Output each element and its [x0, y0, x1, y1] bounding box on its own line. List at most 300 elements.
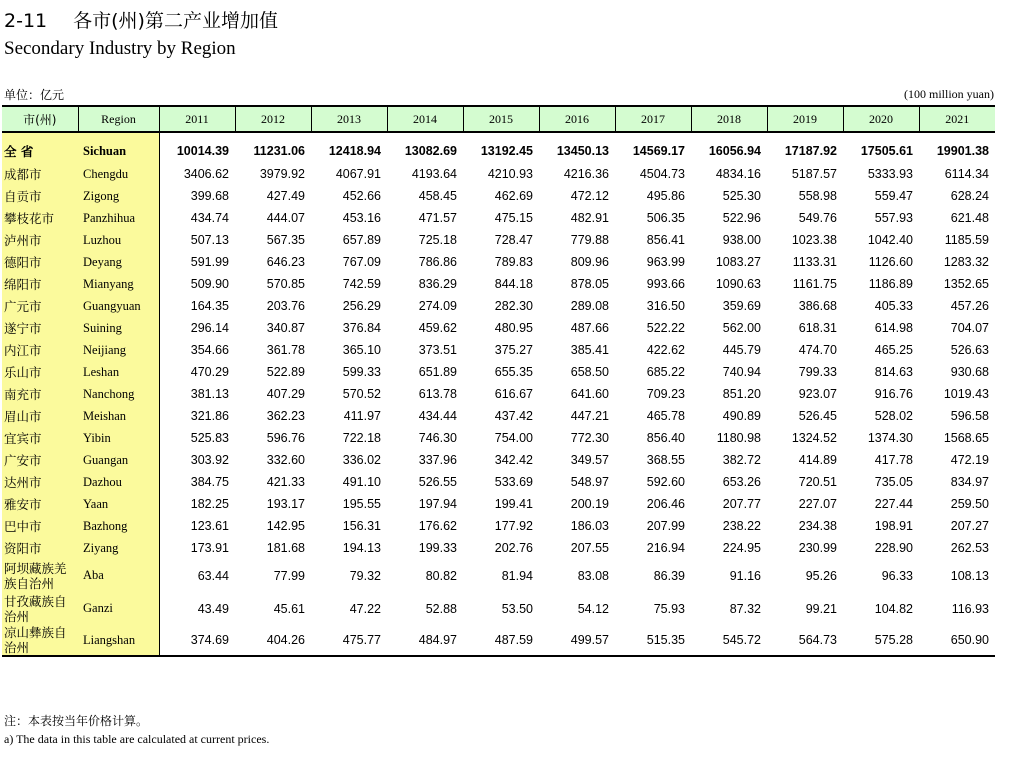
value-cell: 142.95 — [266, 519, 305, 533]
value-cell: 916.76 — [874, 387, 913, 401]
value-cell: 259.50 — [950, 497, 989, 511]
value-cell: 83.08 — [577, 568, 609, 583]
value-cell: 616.67 — [494, 387, 533, 401]
spacer-row — [2, 132, 995, 139]
value-cell: 53.50 — [501, 601, 533, 616]
value-cell: 480.95 — [494, 321, 533, 335]
region-name-zh: 巴中市 — [2, 515, 78, 537]
value-cell: 316.50 — [646, 299, 685, 313]
value-cell: 522.22 — [646, 321, 685, 335]
value-cell: 197.94 — [418, 497, 457, 511]
value-cell: 746.30 — [418, 431, 457, 445]
table-row — [2, 471, 995, 493]
value-cell: 1185.59 — [944, 233, 989, 247]
value-cell: 262.53 — [950, 541, 989, 555]
header-year: 2016 — [539, 106, 615, 132]
value-cell: 194.13 — [342, 541, 381, 555]
value-cell: 164.35 — [190, 299, 229, 313]
value-cell: 559.47 — [874, 189, 913, 203]
region-name-en: Meishan — [78, 405, 159, 427]
value-cell: 354.66 — [190, 343, 229, 357]
table-row — [2, 163, 995, 185]
header-year: 2012 — [235, 106, 311, 132]
value-cell: 618.31 — [798, 321, 837, 335]
region-name-zh: 资阳市 — [2, 537, 78, 559]
value-cell: 596.76 — [266, 431, 305, 445]
value-cell: 3406.62 — [183, 167, 229, 181]
table-row — [2, 339, 995, 361]
value-cell: 337.96 — [418, 453, 457, 467]
value-cell: 728.47 — [494, 233, 533, 247]
value-cell: 95.26 — [805, 568, 837, 583]
value-cell: 562.00 — [722, 321, 761, 335]
header-year: 2014 — [387, 106, 463, 132]
value-cell: 445.79 — [722, 343, 761, 357]
value-cell: 382.72 — [722, 453, 761, 467]
value-cell: 384.75 — [190, 475, 229, 489]
value-cell: 362.23 — [266, 409, 305, 423]
value-cell: 381.13 — [190, 387, 229, 401]
value-cell: 1083.27 — [715, 255, 761, 269]
total-row — [2, 139, 995, 163]
table-row — [2, 207, 995, 229]
note-english: a) The data in this table are calculated at current prices. — [4, 732, 270, 746]
value-cell: 11231.06 — [253, 144, 305, 158]
value-cell: 779.88 — [570, 233, 609, 247]
value-cell: 1283.32 — [943, 255, 989, 269]
value-cell: 199.33 — [418, 541, 457, 555]
value-cell: 198.91 — [874, 519, 913, 533]
value-cell: 77.99 — [273, 568, 305, 583]
value-cell: 1352.65 — [943, 277, 989, 291]
value-cell: 359.69 — [722, 299, 761, 313]
value-cell: 303.92 — [190, 453, 229, 467]
value-cell: 444.07 — [266, 211, 305, 225]
value-cell: 202.76 — [494, 541, 533, 555]
value-cell: 422.62 — [646, 343, 685, 357]
header-row — [2, 106, 995, 132]
value-cell: 207.27 — [950, 519, 989, 533]
value-cell: 558.98 — [798, 189, 837, 203]
value-cell: 4504.73 — [639, 167, 685, 181]
header-year: 2019 — [767, 106, 843, 132]
value-cell: 490.89 — [722, 409, 761, 423]
value-cell: 376.84 — [342, 321, 381, 335]
unit-label-chinese: 单位：亿元 — [4, 88, 65, 102]
region-name-en: Neijiang — [78, 339, 159, 361]
value-cell: 45.61 — [273, 601, 305, 616]
header-year: 2021 — [919, 106, 995, 132]
value-cell: 216.94 — [646, 541, 685, 555]
value-cell: 199.41 — [494, 497, 533, 511]
value-cell: 878.05 — [570, 277, 609, 291]
value-cell: 81.94 — [501, 568, 533, 583]
region-name-en: Ziyang — [78, 537, 159, 559]
value-cell: 1126.60 — [868, 255, 913, 269]
table-row — [2, 361, 995, 383]
value-cell: 487.59 — [463, 625, 539, 656]
value-cell: 104.82 — [874, 601, 913, 616]
region-name-zh: 雅安市 — [2, 493, 78, 515]
value-cell: 4067.91 — [335, 167, 381, 181]
value-cell: 108.13 — [950, 568, 989, 583]
value-cell: 375.27 — [494, 343, 533, 357]
table-row — [2, 493, 995, 515]
table-row — [2, 515, 995, 537]
value-cell: 437.42 — [494, 409, 533, 423]
value-cell: 4210.93 — [487, 167, 533, 181]
region-name-en: Dazhou — [78, 471, 159, 493]
value-cell: 462.69 — [494, 189, 533, 203]
value-cell: 599.33 — [342, 365, 381, 379]
region-name-en: Leshan — [78, 361, 159, 383]
unit-label-english: (100 million yuan) — [904, 87, 994, 101]
value-cell: 528.02 — [874, 409, 913, 423]
value-cell: 465.25 — [874, 343, 913, 357]
value-cell: 5187.57 — [791, 167, 837, 181]
value-cell: 116.93 — [951, 601, 989, 616]
table-row — [2, 229, 995, 251]
value-cell: 709.23 — [646, 387, 685, 401]
value-cell: 182.25 — [190, 497, 229, 511]
region-name-zh: 遂宁市 — [2, 317, 78, 339]
value-cell: 495.86 — [646, 189, 685, 203]
value-cell: 336.02 — [342, 453, 381, 467]
value-cell: 427.49 — [266, 189, 305, 203]
region-name-en: Zigong — [78, 185, 159, 207]
value-cell: 156.31 — [342, 519, 381, 533]
value-cell: 321.86 — [190, 409, 229, 423]
value-cell: 13450.13 — [556, 144, 609, 158]
value-cell: 809.96 — [570, 255, 609, 269]
value-cell: 930.68 — [950, 365, 989, 379]
value-cell: 200.19 — [570, 497, 609, 511]
value-cell: 522.96 — [722, 211, 761, 225]
value-cell: 4834.16 — [715, 167, 761, 181]
value-cell: 340.87 — [266, 321, 305, 335]
table-row — [2, 559, 995, 592]
value-cell: 1180.98 — [716, 431, 761, 445]
value-cell: 12418.94 — [328, 144, 381, 158]
value-cell: 173.91 — [190, 541, 229, 555]
value-cell: 289.08 — [570, 299, 609, 313]
value-cell: 767.09 — [342, 255, 381, 269]
value-cell: 515.35 — [615, 625, 691, 656]
table-row — [2, 592, 995, 625]
value-cell: 6114.34 — [944, 167, 989, 181]
value-cell: 256.29 — [342, 299, 381, 313]
region-name-en: Yibin — [78, 427, 159, 449]
value-cell: 368.55 — [646, 453, 685, 467]
value-cell: 923.07 — [798, 387, 837, 401]
value-cell: 274.09 — [418, 299, 457, 313]
value-cell: 4216.36 — [563, 167, 609, 181]
value-cell: 206.46 — [646, 497, 685, 511]
value-cell: 4193.64 — [411, 167, 457, 181]
value-cell: 238.22 — [722, 519, 761, 533]
value-cell: 814.63 — [874, 365, 913, 379]
value-cell: 851.20 — [722, 387, 761, 401]
value-cell: 650.90 — [919, 625, 995, 656]
region-name-zh: 攀枝花市 — [2, 207, 78, 229]
value-cell: 234.38 — [798, 519, 837, 533]
value-cell: 856.40 — [646, 431, 685, 445]
value-cell: 474.70 — [798, 343, 837, 357]
value-cell: 509.90 — [190, 277, 229, 291]
value-cell: 720.51 — [798, 475, 837, 489]
value-cell: 17187.92 — [784, 144, 837, 158]
region-name-zh: 凉山彝族自治州 — [2, 625, 78, 656]
header-year: 2011 — [159, 106, 235, 132]
value-cell: 421.33 — [266, 475, 305, 489]
value-cell: 373.51 — [418, 343, 457, 357]
value-cell: 365.10 — [342, 343, 381, 357]
value-cell: 181.68 — [266, 541, 305, 555]
value-cell: 399.68 — [190, 189, 229, 203]
region-name-en: Luzhou — [78, 229, 159, 251]
table-body — [2, 132, 995, 656]
value-cell: 1186.89 — [868, 277, 913, 291]
value-cell: 47.22 — [349, 601, 381, 616]
value-cell: 452.66 — [342, 189, 381, 203]
value-cell: 54.12 — [577, 601, 609, 616]
region-name-en: Guangan — [78, 449, 159, 471]
value-cell: 592.60 — [646, 475, 685, 489]
value-cell: 1090.63 — [715, 277, 761, 291]
value-cell: 405.33 — [874, 299, 913, 313]
value-cell: 19901.38 — [936, 144, 989, 158]
table-row — [2, 625, 995, 656]
value-cell: 470.29 — [190, 365, 229, 379]
value-cell: 1161.75 — [792, 277, 837, 291]
region-name-en: Chengdu — [78, 163, 159, 185]
value-cell: 484.97 — [387, 625, 463, 656]
value-cell: 414.89 — [798, 453, 837, 467]
region-name-zh: 全 省 — [2, 139, 78, 163]
value-cell: 482.91 — [570, 211, 609, 225]
value-cell: 646.23 — [266, 255, 305, 269]
value-cell: 575.28 — [843, 625, 919, 656]
region-name-en: Bazhong — [78, 515, 159, 537]
value-cell: 557.93 — [874, 211, 913, 225]
value-cell: 52.88 — [425, 601, 457, 616]
value-cell: 653.26 — [722, 475, 761, 489]
value-cell: 1023.38 — [791, 233, 837, 247]
value-cell: 725.18 — [418, 233, 457, 247]
value-cell: 472.12 — [570, 189, 609, 203]
value-cell: 533.69 — [494, 475, 533, 489]
table-row — [2, 185, 995, 207]
region-name-zh: 广安市 — [2, 449, 78, 471]
page-title — [4, 6, 278, 33]
value-cell: 472.19 — [950, 453, 989, 467]
value-cell: 17505.61 — [860, 144, 913, 158]
value-cell: 621.48 — [950, 211, 989, 225]
value-cell: 224.95 — [722, 541, 761, 555]
region-name-zh: 绵阳市 — [2, 273, 78, 295]
region-name-zh: 自贡市 — [2, 185, 78, 207]
value-cell: 282.30 — [494, 299, 533, 313]
value-cell: 385.41 — [570, 343, 609, 357]
region-name-zh: 阿坝藏族羌族自治州 — [2, 559, 78, 592]
value-cell: 459.62 — [418, 321, 457, 335]
value-cell: 349.57 — [570, 453, 609, 467]
value-cell: 227.44 — [874, 497, 913, 511]
value-cell: 740.94 — [722, 365, 761, 379]
value-cell: 754.00 — [494, 431, 533, 445]
header-region-en: Region — [78, 106, 159, 132]
value-cell: 228.90 — [874, 541, 913, 555]
table-row — [2, 273, 995, 295]
value-cell: 207.99 — [646, 519, 685, 533]
value-cell: 526.45 — [798, 409, 837, 423]
value-cell: 123.61 — [190, 519, 229, 533]
note-chinese: 注：本表按当年价格计算。 — [4, 714, 149, 728]
value-cell: 207.55 — [570, 541, 609, 555]
table-row — [2, 427, 995, 449]
value-cell: 453.16 — [342, 211, 381, 225]
value-cell: 938.00 — [722, 233, 761, 247]
value-cell: 186.03 — [570, 519, 609, 533]
region-name-en: Panzhihua — [78, 207, 159, 229]
value-cell: 434.44 — [418, 409, 457, 423]
title-chinese: 各市(州)第二产业增加值 — [73, 10, 278, 32]
value-cell: 963.99 — [646, 255, 685, 269]
value-cell: 417.78 — [874, 453, 913, 467]
region-name-en: Mianyang — [78, 273, 159, 295]
value-cell: 447.21 — [570, 409, 609, 423]
region-name-zh: 乐山市 — [2, 361, 78, 383]
value-cell: 1019.43 — [943, 387, 989, 401]
value-cell: 570.85 — [266, 277, 305, 291]
value-cell: 522.89 — [266, 365, 305, 379]
value-cell: 704.07 — [950, 321, 989, 335]
table-row — [2, 449, 995, 471]
value-cell: 1133.31 — [792, 255, 837, 269]
region-name-zh: 眉山市 — [2, 405, 78, 427]
region-name-en: Nanchong — [78, 383, 159, 405]
value-cell: 176.62 — [418, 519, 457, 533]
value-cell: 374.69 — [159, 625, 235, 656]
value-cell: 658.50 — [570, 365, 609, 379]
value-cell: 1568.65 — [943, 431, 989, 445]
title-english: Secondary Industry by Region — [4, 38, 236, 59]
value-cell: 13082.69 — [404, 144, 457, 158]
value-cell: 63.44 — [197, 568, 229, 583]
value-cell: 411.97 — [343, 409, 381, 423]
value-cell: 549.76 — [798, 211, 837, 225]
value-cell: 1324.52 — [791, 431, 837, 445]
header-year: 2020 — [843, 106, 919, 132]
value-cell: 475.15 — [494, 211, 533, 225]
region-name-zh: 内江市 — [2, 339, 78, 361]
value-cell: 487.66 — [570, 321, 609, 335]
value-cell: 655.35 — [494, 365, 533, 379]
value-cell: 856.41 — [646, 233, 685, 247]
value-cell: 567.35 — [266, 233, 305, 247]
value-cell: 16056.94 — [708, 144, 761, 158]
value-cell: 471.57 — [418, 211, 457, 225]
value-cell: 772.30 — [570, 431, 609, 445]
region-name-zh: 泸州市 — [2, 229, 78, 251]
value-cell: 499.57 — [539, 625, 615, 656]
value-cell: 834.97 — [950, 475, 989, 489]
value-cell: 1042.40 — [867, 233, 913, 247]
value-cell: 1374.30 — [867, 431, 913, 445]
region-name-zh: 广元市 — [2, 295, 78, 317]
value-cell: 296.14 — [190, 321, 229, 335]
region-name-en: Deyang — [78, 251, 159, 273]
value-cell: 742.59 — [342, 277, 381, 291]
value-cell: 651.89 — [418, 365, 457, 379]
value-cell: 570.52 — [342, 387, 381, 401]
value-cell: 230.99 — [798, 541, 837, 555]
value-cell: 10014.39 — [176, 144, 229, 158]
value-cell: 203.76 — [266, 299, 305, 313]
region-name-en: Suining — [78, 317, 159, 339]
value-cell: 613.78 — [418, 387, 457, 401]
value-cell: 332.60 — [266, 453, 305, 467]
value-cell: 641.60 — [570, 387, 609, 401]
value-cell: 526.55 — [418, 475, 457, 489]
region-name-en: Sichuan — [78, 139, 159, 163]
value-cell: 458.45 — [418, 189, 457, 203]
region-name-zh: 甘孜藏族自治州 — [2, 592, 78, 625]
value-cell: 361.78 — [266, 343, 305, 357]
value-cell: 99.21 — [805, 601, 837, 616]
region-name-en: Yaan — [78, 493, 159, 515]
table-number: 2-11 — [4, 10, 48, 32]
header-year: 2013 — [311, 106, 387, 132]
value-cell: 506.35 — [646, 211, 685, 225]
value-cell: 628.24 — [950, 189, 989, 203]
header-year: 2015 — [463, 106, 539, 132]
value-cell: 75.93 — [653, 601, 685, 616]
value-cell: 96.33 — [881, 568, 913, 583]
value-cell: 404.26 — [235, 625, 311, 656]
region-name-zh: 达州市 — [2, 471, 78, 493]
value-cell: 596.58 — [950, 409, 989, 423]
table-row — [2, 251, 995, 273]
value-cell: 86.39 — [653, 568, 685, 583]
value-cell: 789.83 — [494, 255, 533, 269]
region-name-en: Liangshan — [78, 625, 159, 656]
value-cell: 457.26 — [950, 299, 989, 313]
value-cell: 657.89 — [342, 233, 381, 247]
region-name-zh: 南充市 — [2, 383, 78, 405]
value-cell: 434.74 — [190, 211, 229, 225]
value-cell: 525.30 — [722, 189, 761, 203]
value-cell: 14569.17 — [632, 144, 685, 158]
table-row — [2, 537, 995, 559]
value-cell: 591.99 — [190, 255, 229, 269]
table-row — [2, 383, 995, 405]
region-name-zh: 成都市 — [2, 163, 78, 185]
value-cell: 3979.92 — [259, 167, 305, 181]
table-row — [2, 405, 995, 427]
value-cell: 80.82 — [425, 568, 457, 583]
region-name-en: Ganzi — [78, 592, 159, 625]
value-cell: 786.86 — [418, 255, 457, 269]
header-year: 2017 — [615, 106, 691, 132]
region-name-zh: 宜宾市 — [2, 427, 78, 449]
value-cell: 844.18 — [494, 277, 533, 291]
region-name-en: Aba — [78, 559, 159, 592]
value-cell: 545.72 — [691, 625, 767, 656]
header-region-zh: 市(州) — [2, 106, 78, 132]
value-cell: 195.55 — [342, 497, 381, 511]
value-cell: 614.98 — [874, 321, 913, 335]
